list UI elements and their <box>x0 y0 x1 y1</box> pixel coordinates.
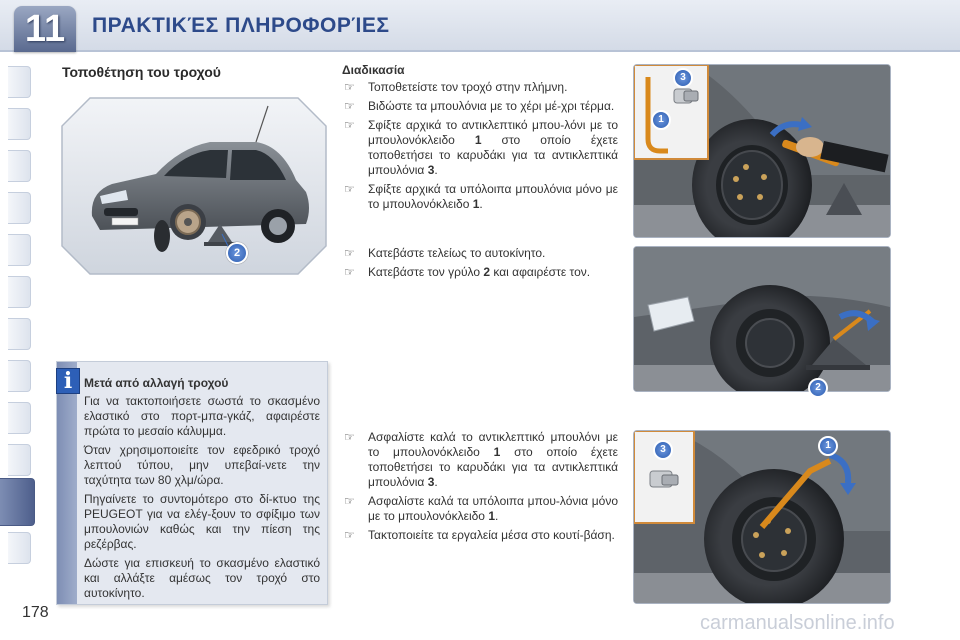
info-stripe <box>57 362 77 604</box>
chapter-tab-12[interactable] <box>8 532 31 564</box>
pointing-hand-icon: ☞ <box>344 80 355 94</box>
chapter-tab-8[interactable] <box>8 360 31 392</box>
info-paragraph-4: Δώστε για επισκευή το σκασμένο ελαστικό και αλλάξτε αμέσως τον τροχό στο αυτοκίνητο. <box>84 556 320 600</box>
ref-number: 1 <box>488 509 495 523</box>
callout-label: 3 <box>660 444 666 455</box>
step-8 <box>342 494 618 524</box>
photo3-callout-1 <box>818 436 838 456</box>
pointing-hand-icon: ☞ <box>344 265 355 279</box>
photo1-callout-1 <box>651 110 671 130</box>
ref-number: 1 <box>472 197 480 211</box>
pointing-hand-icon: ☞ <box>344 430 355 444</box>
chapter-tab-9[interactable] <box>8 402 31 434</box>
step-4 <box>342 182 618 212</box>
step-text: Κατεβάστε τελείως το αυτοκίνητο. <box>368 246 546 260</box>
step-text: στο οποίο έχετε τοποθετήσει το καρυδάκι για τα αντικλεπτικά μπουλόνια <box>368 133 618 177</box>
info-paragraph-1: Για να τακτοποιήσετε σωστά το σκασμένο ελαστικό στο πορτ-μπα-γκάζ, αφαιρέστε πρώτα το μεσαίο κάλυμμα. <box>84 394 320 438</box>
chapter-tab-4[interactable] <box>8 192 31 224</box>
step-3 <box>342 118 618 178</box>
info-paragraph-3: Πηγαίνετε το συντομότερο στο δί-κτυο της PEUGEOT για να ελέγ-ξουν το σφίξιμο των μπουλονιών καθώς και την πίεση της ρεζέρβας. <box>84 492 320 551</box>
step-text: Ασφαλίστε καλά τα υπόλοιπα μπου-λόνια μόνο με το μπουλονόκλειδο <box>368 494 618 523</box>
car-callout-2 <box>226 242 248 264</box>
step-text: Σφίξτε αρχικά το αντικλεπτικό μπου-λόνι με το μπουλονόκλειδο <box>368 118 618 147</box>
callout-label: 1 <box>658 114 664 125</box>
ref-number: 3 <box>427 475 435 489</box>
page-number: 178 <box>22 604 49 621</box>
chapter-number: 11 <box>24 8 66 50</box>
info-icon: i <box>56 368 80 394</box>
info-box-title: Μετά από αλλαγή τροχού <box>84 376 229 390</box>
page-title: ΠΡΑΚΤΙΚΈΣ ΠΛΗΡΟΦΟΡΊΕΣ <box>92 14 390 37</box>
chapter-tab-7[interactable] <box>8 318 31 350</box>
step-text: . <box>434 475 438 489</box>
step-text: . <box>434 163 438 177</box>
chapter-tab-1[interactable] <box>8 66 31 98</box>
chapter-tab-3[interactable] <box>8 150 31 182</box>
step-text: Τοποθετείστε τον τροχό στην πλήμνη. <box>368 80 568 94</box>
callout-label: 3 <box>680 72 686 83</box>
procedure-group-1 <box>342 63 618 216</box>
ref-number: 1 <box>493 445 501 459</box>
pointing-hand-icon: ☞ <box>344 99 355 113</box>
chapter-tab-10[interactable] <box>8 444 31 476</box>
pointing-hand-icon: ☞ <box>344 182 355 196</box>
step-1 <box>342 80 618 95</box>
callout-label: 1 <box>825 440 831 451</box>
pointing-hand-icon: ☞ <box>344 528 355 542</box>
callout-label: 2 <box>815 382 821 393</box>
step-5 <box>342 246 618 261</box>
pointing-hand-icon: ☞ <box>344 246 355 260</box>
step-text: . <box>495 509 499 523</box>
step-text: και αφαιρέστε τον. <box>490 265 591 279</box>
step-text: στο οποίο έχετε τοποθετήσει το καρυδάκι για τα αντικλεπτικά μπουλόνια <box>368 445 618 489</box>
procedure-group-2 <box>342 246 618 284</box>
photo2-callout-2 <box>808 378 828 398</box>
pointing-hand-icon: ☞ <box>344 494 355 508</box>
step-9 <box>342 528 618 543</box>
step-text: Κατεβάστε τον γρύλο <box>368 265 484 279</box>
chapter-tab-11-active[interactable] <box>0 478 35 526</box>
step-2 <box>342 99 618 114</box>
pointing-hand-icon: ☞ <box>344 118 355 132</box>
step-text: Σφίξτε αρχικά τα υπόλοιπα μπουλόνια μόνο με το μπουλονόκλειδο <box>368 182 618 211</box>
step-text: Τακτοποιείτε τα εργαλεία μέσα στο κουτί-βάση. <box>368 528 615 542</box>
procedure-group-3 <box>342 430 618 547</box>
step-6 <box>342 265 618 280</box>
procedure-heading: Διαδικασία <box>342 63 405 77</box>
step-7 <box>342 430 618 490</box>
chapter-tab-6[interactable] <box>8 276 31 308</box>
photo-tighten-bolts <box>633 64 891 238</box>
chapter-tab-5[interactable] <box>8 234 31 266</box>
info-paragraph-2: Όταν χρησιμοποιείτε τον εφεδρικό τροχό λεπτού τύπου, μην υπεβαί-νετε την ταχύτητα των 80 χλμ/ώρα. <box>84 443 320 487</box>
car-callout-label: 2 <box>233 247 241 259</box>
photo3-callout-3 <box>653 440 673 460</box>
ref-number: 2 <box>483 265 491 279</box>
car-illustration <box>60 96 328 276</box>
photo1-callout-3 <box>673 68 693 88</box>
ref-number: 1 <box>474 133 482 147</box>
chapter-side-rail <box>0 52 34 592</box>
section-title: Τοποθέτηση του τροχού <box>62 64 221 80</box>
step-text: Βιδώστε τα μπουλόνια με το χέρι μέ-χρι τέρμα. <box>368 99 615 113</box>
step-text: . <box>479 197 483 211</box>
photo-final-tighten <box>633 430 891 604</box>
ref-number: 3 <box>427 163 435 177</box>
watermark: carmanualsonline.info <box>700 612 895 634</box>
step-text: Ασφαλίστε καλά το αντικλεπτικό μπουλόνι με το μπουλονόκλειδο <box>368 430 618 459</box>
chapter-tab-2[interactable] <box>8 108 31 140</box>
info-box-text <box>84 394 320 605</box>
photo-lower-jack <box>633 246 891 392</box>
